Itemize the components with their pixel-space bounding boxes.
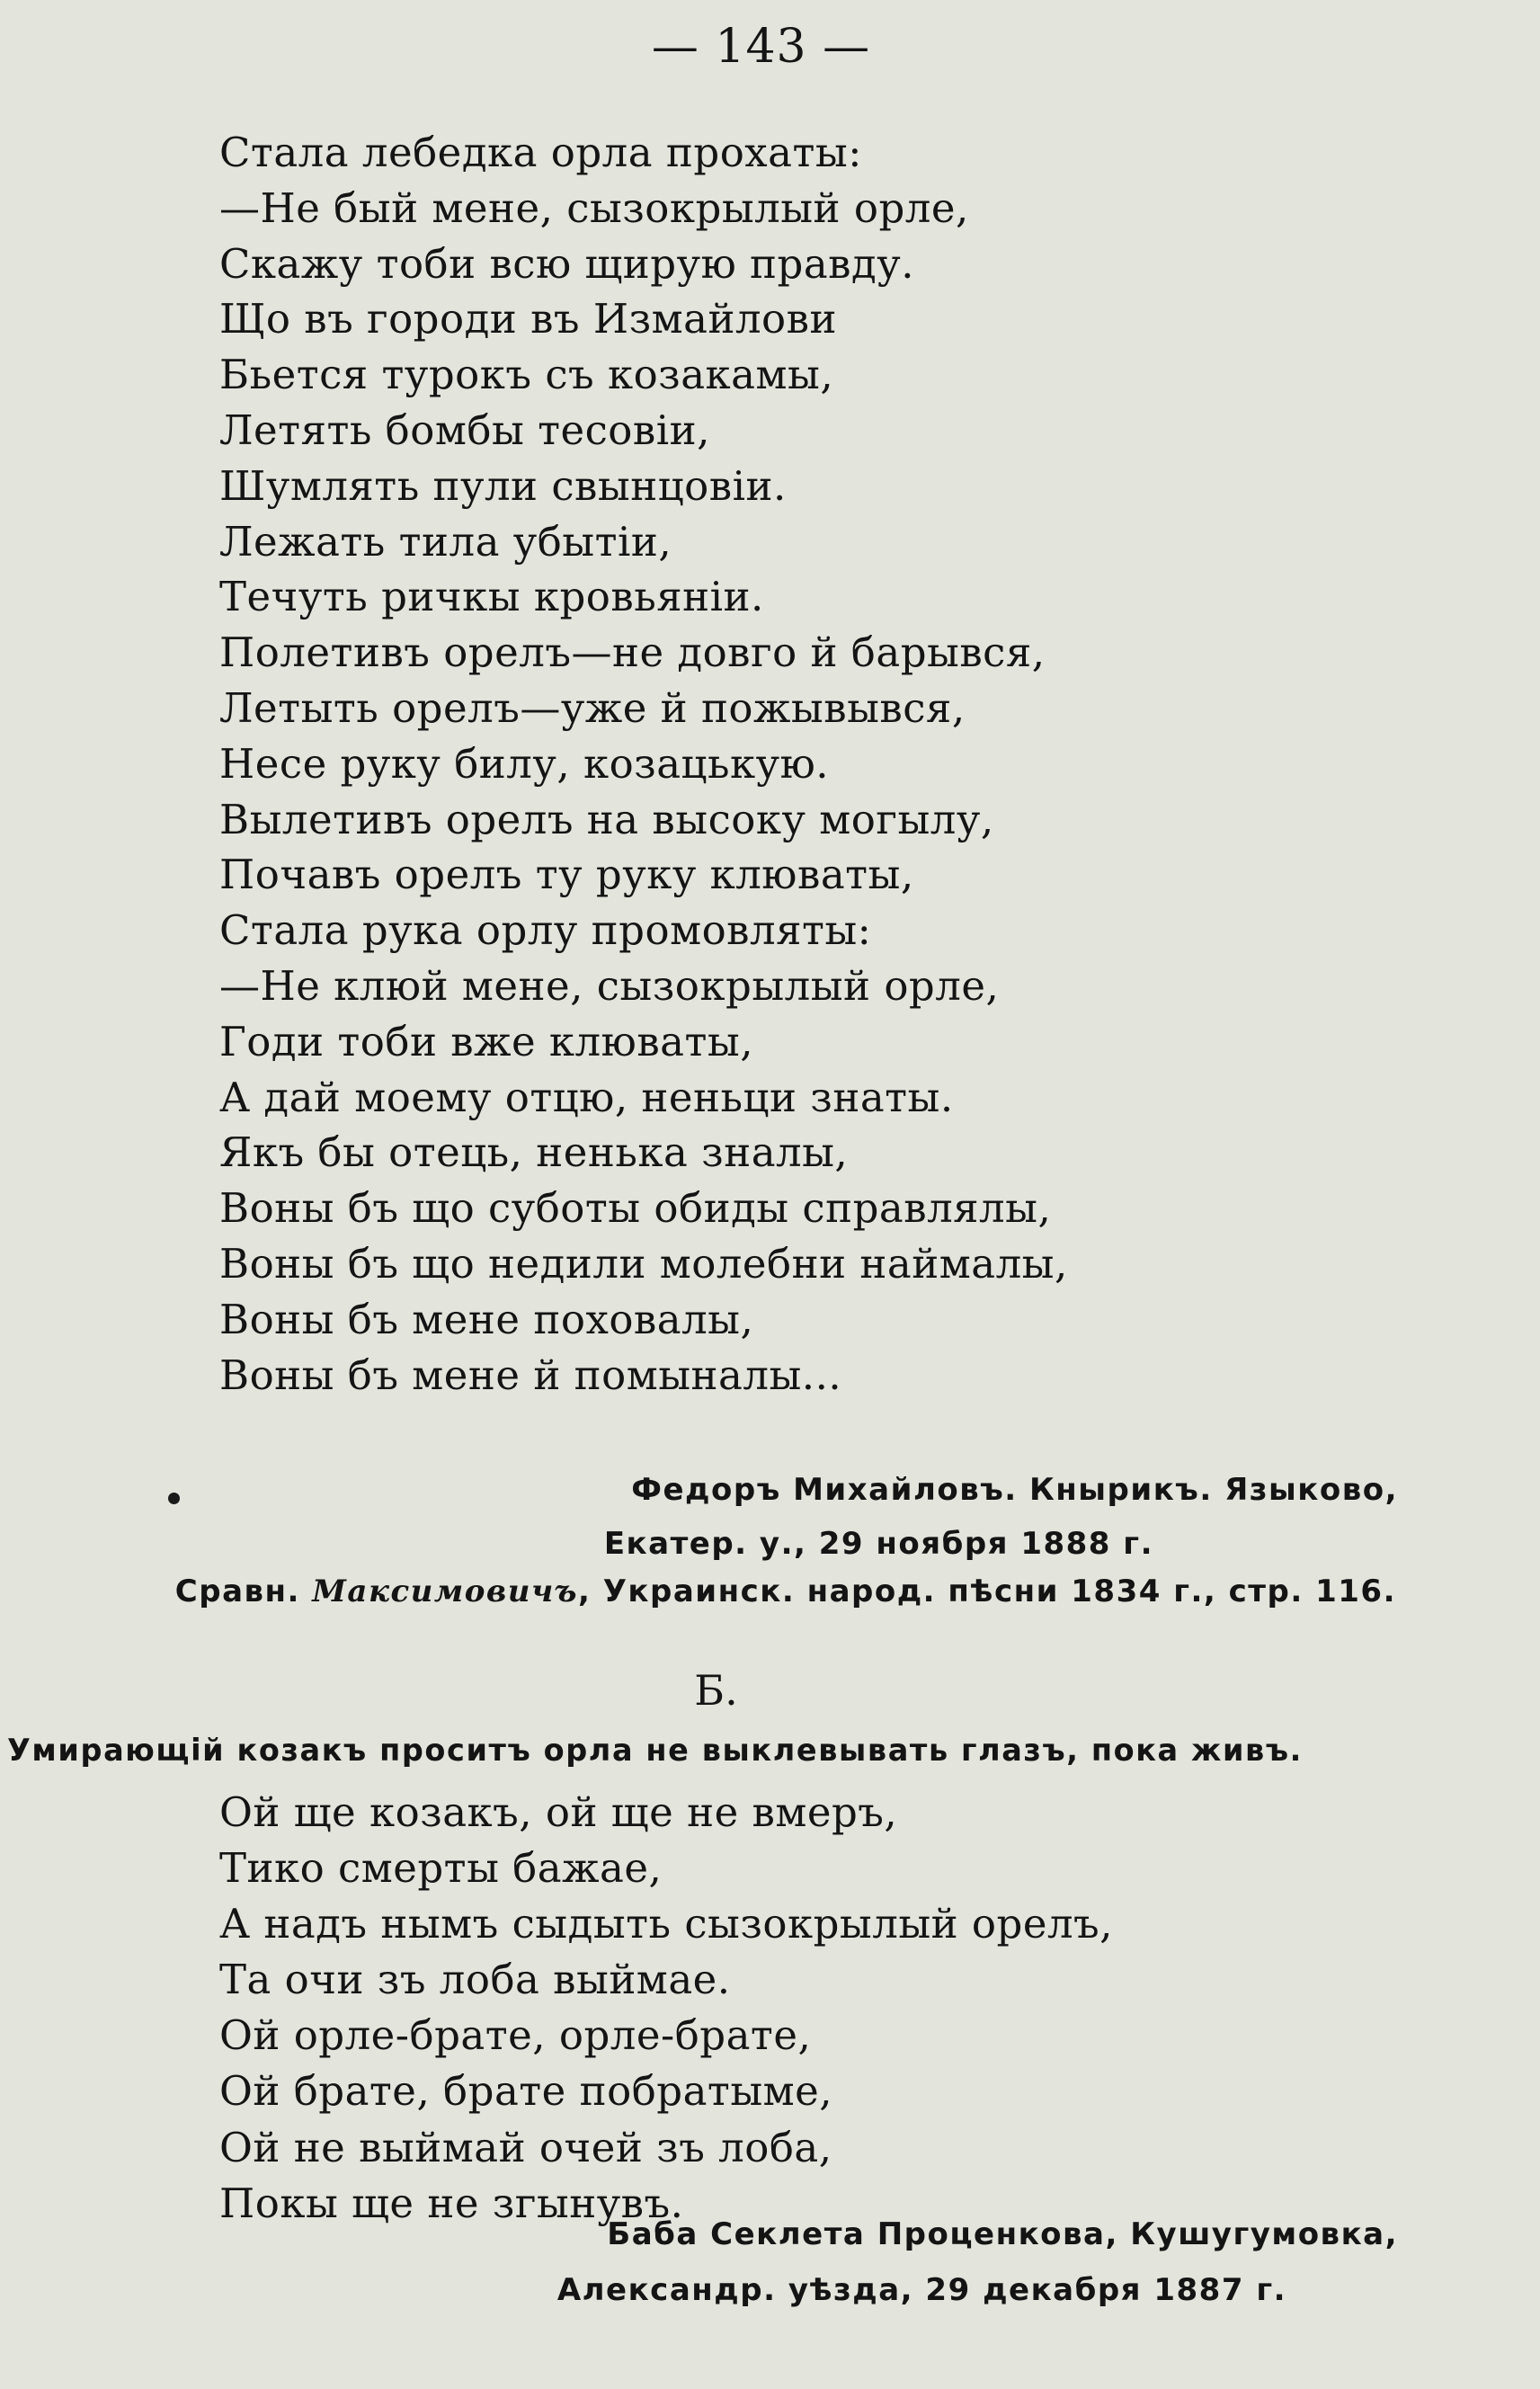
poem-b bbox=[219, 1788, 1113, 2239]
poem-line: Вылетивъ орелъ на высоку могылу, bbox=[219, 795, 994, 843]
compare-prefix: Сравн. bbox=[174, 1573, 300, 1609]
poem-line: Бьется турокъ съ козакамы, bbox=[219, 351, 834, 399]
poem-line: Воны бъ що недили молебни наймалы, bbox=[219, 1239, 1068, 1288]
attribution-a-line1: Федоръ Михайловъ. Кнырикъ. Языково, bbox=[631, 1472, 1398, 1508]
poem-line: —Не клюй мене, сызокрылый орле, bbox=[219, 961, 1000, 1010]
poem-line: Що въ городи въ Измайлови bbox=[219, 295, 837, 343]
poem-line: Почавъ орелъ ту руку клюваты, bbox=[219, 851, 914, 899]
poem-line: Полетивъ орелъ—не довго й барывся, bbox=[219, 628, 1046, 677]
compare-suffix: , Украинск. народ. пѣсни 1834 г., стр. 116. bbox=[577, 1573, 1396, 1609]
poem-a bbox=[219, 129, 1068, 1410]
poem-line: Ой орле-брате, орле-брате, bbox=[219, 2011, 812, 2060]
poem-line: А дай моему отцю, неньци знаты. bbox=[219, 1073, 954, 1121]
poem-line: Несе руку билу, козацькую. bbox=[219, 739, 830, 788]
poem-line: Тико смерты бажае, bbox=[219, 1844, 663, 1893]
poem-line: Якъ бы отець, ненька зналы, bbox=[219, 1128, 849, 1177]
poem-line: Летыть орелъ—уже й пожывывся, bbox=[219, 683, 966, 732]
poem-line: Ой ще козакъ, ой ще не вмеръ, bbox=[219, 1788, 898, 1836]
section-label: Б. bbox=[694, 1666, 738, 1715]
poem-line: Воны бъ мене поховалы, bbox=[219, 1295, 754, 1343]
poem-line: А надъ нымъ сыдыть сызокрылый орелъ, bbox=[219, 1900, 1113, 1948]
attribution-a-line2: Екатер. у., 29 ноября 1888 г. bbox=[603, 1526, 1153, 1562]
attribution-b-line1: Баба Секлета Проценкова, Кушугумовка, bbox=[607, 2216, 1398, 2252]
poem-line: Ой брате, брате побратыме, bbox=[219, 2067, 833, 2116]
poem-line: —Не бый мене, сызокрылый орле, bbox=[219, 183, 969, 232]
comparison-reference bbox=[175, 1573, 1396, 1609]
margin-bullet-mark bbox=[168, 1493, 180, 1504]
poem-line: Стала лебедка орла прохаты: bbox=[219, 129, 862, 176]
poem-line: Ой не выймай очей зъ лоба, bbox=[219, 2123, 832, 2171]
page-number: — 143 — bbox=[651, 20, 871, 74]
poem-line: Воны бъ мене й помыналы... bbox=[219, 1350, 842, 1399]
poem-line: Скажу тоби всю щирую правду. bbox=[219, 239, 915, 288]
poem-line: Воны бъ що суботы обиды справлялы, bbox=[219, 1184, 1052, 1233]
poem-line: Покы ще не згынувъ. bbox=[219, 2179, 684, 2227]
poem-line: Годи тоби вже клюваты, bbox=[219, 1017, 754, 1065]
poem-line: Шумлять пули свынцовiи. bbox=[219, 461, 787, 510]
poem-line: Лежать тила убытiи, bbox=[219, 517, 672, 566]
compare-author: Максимовичъ bbox=[312, 1573, 578, 1609]
poem-line: Стала рука орлу промовляты: bbox=[219, 906, 872, 955]
poem-line: Летять бомбы тесовiи, bbox=[219, 406, 710, 454]
poem-line: Та очи зъ лоба выймае. bbox=[219, 1956, 731, 2004]
poem-line: Течуть ричкы кровьянiи. bbox=[219, 573, 764, 621]
section-description: Умирающiй козакъ проситъ орла не выклевывать глазъ, пока живъ. bbox=[7, 1733, 1303, 1768]
attribution-b-line2: Александр. уѣзда, 29 декабря 1887 г. bbox=[556, 2272, 1286, 2308]
